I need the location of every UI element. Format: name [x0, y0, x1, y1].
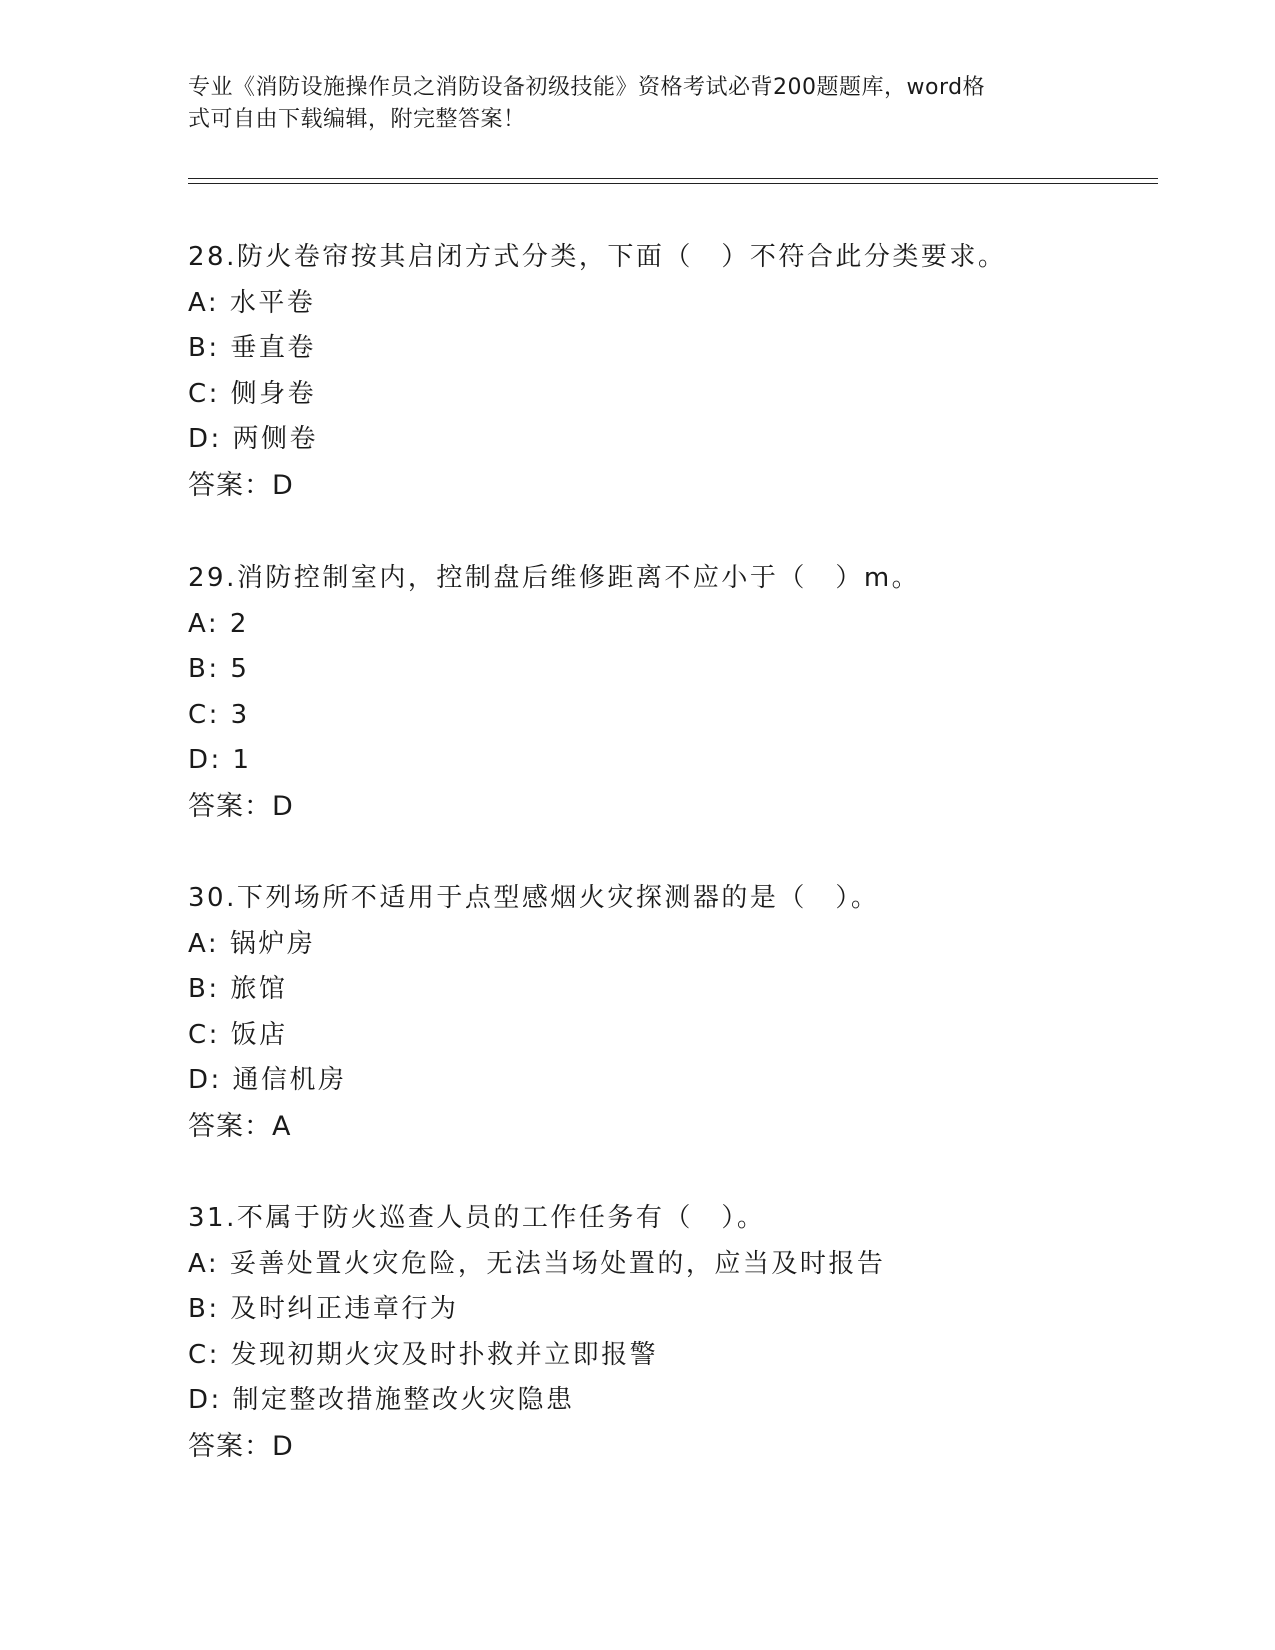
option-a: A: 2	[188, 608, 249, 639]
question-29	[188, 556, 1188, 830]
option-a: A: 锅炉房	[188, 928, 316, 959]
question-stem: 31.不属于防火巡查人员的工作任务有（ ）。	[188, 1203, 766, 1233]
question-stem: 29.消防控制室内，控制盘后维修距离不应小于（ ）m。	[188, 563, 921, 593]
question-30	[188, 876, 1188, 1150]
option-b: B: 5	[188, 654, 250, 685]
header-line-1: 专业《消防设施操作员之消防设备初级技能》资格考试必背200题题库，word格	[188, 75, 986, 100]
header-line-2: 式可自由下载编辑，附完整答案！	[188, 107, 526, 132]
answer-line: 答案：A	[188, 1110, 292, 1142]
option-b: B: 及时纠正违章行为	[188, 1294, 459, 1325]
question-28	[188, 235, 1188, 509]
answer-line: 答案：D	[188, 469, 294, 501]
answer-line: 答案：D	[188, 790, 294, 822]
answer-line: 答案：D	[188, 1430, 294, 1462]
question-stem: 30.下列场所不适用于点型感烟火灾探测器的是（ ）。	[188, 883, 880, 913]
document-header	[188, 72, 1078, 136]
option-c: C: 侧身卷	[188, 378, 317, 409]
option-a: A: 妥善处置火灾危险，无法当场处置的，应当及时报告	[188, 1248, 886, 1279]
option-d: D: 通信机房	[188, 1065, 347, 1096]
option-c: C: 发现初期火灾及时扑救并立即报警	[188, 1339, 659, 1370]
option-b: B: 垂直卷	[188, 333, 316, 364]
option-d: D: 1	[188, 745, 252, 776]
question-stem: 28.防火卷帘按其启闭方式分类，下面（ ）不符合此分类要求。	[188, 242, 1007, 272]
header-divider-top	[188, 178, 1158, 179]
question-31	[188, 1196, 1188, 1470]
option-d: D: 两侧卷	[188, 424, 319, 455]
option-a: A: 水平卷	[188, 287, 316, 318]
option-d: D: 制定整改措施整改火灾隐患	[188, 1385, 575, 1416]
option-c: C: 饭店	[188, 1019, 288, 1050]
option-b: B: 旅馆	[188, 974, 288, 1005]
option-c: C: 3	[188, 699, 250, 730]
header-divider-bottom	[188, 183, 1158, 184]
